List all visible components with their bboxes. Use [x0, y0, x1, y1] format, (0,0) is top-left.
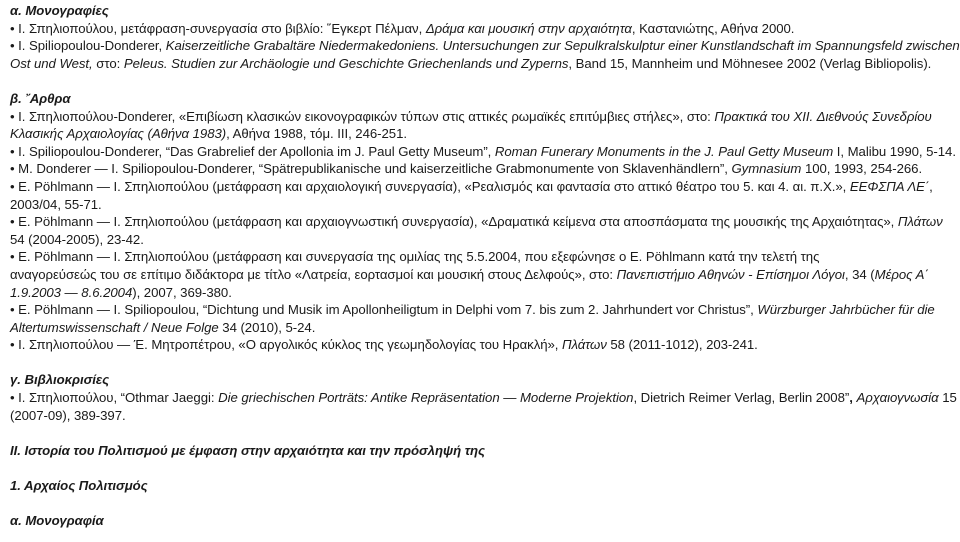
- bib-entry: • E. Pöhlmann — I. Σπηλιοπούλου (μετάφραση και συνεργασία της ομιλίας της 5.5.2004, που εξεφώνησε ο E. Pöhlmann κατά την τελετή της αναγορεύσεώς του σε επίτιμο διδάκτορα με τίτλο «Λατρεία, εορτασμοί και μουσική στους Δελφούς», στο: Πανεπιστήμιο Αθηνών - Επίσημοι Λόγοι, 34 (Μέρος Α΄ 1.9.2003 — 8.6.2004), 2007, 369-380.: [10, 249, 929, 300]
- spacer: [10, 495, 950, 513]
- section-heading-articles: β. ῎Αρθρα: [10, 90, 71, 106]
- bib-entry: • I. Spiliopoulou-Donderer, “Das Grabrelief der Apollonia im J. Paul Getty Museum”, Roman Funerary Monuments in the J. Paul Getty Museum I, Malibu 1990, 5-14.: [10, 143, 956, 159]
- bib-entry: • Ι. Σπηλιοπούλου, μετάφραση-συνεργασία στο βιβλίο: ῞Εγκερτ Πέλμαν, Δράμα και μουσική στην αρχαιότητα, Καστανιώτης, Αθήνα 2000.: [10, 20, 795, 36]
- bib-entry: • I. Σπηλιοπούλου, “Othmar Jaeggi: Die griechischen Porträts: Antike Repräsentation — Moderne Projektion, Dietrich Reimer Verlag, Berlin 2008”, Αρχαιογνωσία 15 (2007-09), 389-397.: [10, 390, 957, 423]
- spacer: [10, 459, 950, 477]
- spacer: [10, 424, 950, 442]
- bib-entry: • E. Pöhlmann — I. Spiliopoulou, “Dichtung und Musik im Apollonheiligtum in Delphi vom 7. bis zum 2. Jahrhundert vor Christus”, Würzburger Jahrbücher für die Altertumswissenschaft / Neue Folge 34 (2010), 5-24.: [10, 302, 935, 335]
- bib-entry: • E. Pöhlmann — I. Σπηλιοπούλου (μετάφραση και αρχαιολογική συνεργασία), «Ρεαλισμός και φαντασία στο αττικό θέατρο του 5. και 4. αι. π.Χ.», ΕΕΦΣΠΑ ΛΕ΄, 2003/04, 55-71.: [10, 178, 933, 212]
- section-heading-cultural-history: II. Ιστορία του Πολιτισμού με έμφαση στην αρχαιότητα και την πρόσληψή της: [10, 442, 486, 458]
- bib-entry: • I. Spiliopoulou-Donderer, Kaiserzeitliche Grabaltäre Niedermakedoniens. Untersuchungen zur Sepulkralskulptur einer Kunstlandschaft im Spannungsfeld zwischen Ost und West, στο: Peleus. Studien zur Archäologie und Geschichte Griechenlands und Zyperns, Band 15, Mannheim und Möhnesee 2002 (Verlag Bibliopolis).: [10, 38, 960, 71]
- spacer: [10, 72, 950, 90]
- section-heading-ancient-culture: 1. Αρχαίος Πολιτισμός: [10, 478, 148, 494]
- bib-entry: • E. Pöhlmann — I. Σπηλιοπούλου (μετάφραση και αρχαιογνωστική συνεργασία), «Δραματικά κείμενα στα αποσπάσματα της μουσικής της Αρχαιότητας», Πλάτων 54 (2004-2005), 23-42.: [10, 214, 943, 247]
- bib-entry: • M. Donderer — I. Spiliopoulou-Donderer, “Spätrepublikanische und kaiserzeitliche Grabmonumente von Sklavenhändlern”, Gymnasium 100, 1993, 254-266.: [10, 161, 923, 177]
- bib-entry: • Ι. Σπηλιοπούλου-Donderer, «Επιβίωση κλασικών εικονογραφικών τύπων στις αττικές ρωμαϊκές επιτύμβιες στήλες», στο: Πρακτικά του XII. Διεθνούς Συνεδρίου Κλασικής Αρχαιολογίας (Αθήνα 1983), Αθήνα 1988, τόμ. III, 246-251.: [10, 108, 932, 142]
- section-heading-monographs: α. Μονογραφίες: [10, 3, 109, 18]
- section-heading-reviews: γ. Βιβλιοκρισίες: [10, 372, 110, 388]
- spacer: [10, 354, 950, 372]
- section-heading-monograph: α. Μονογραφία: [10, 513, 104, 529]
- bib-entry: • I. Σπηλιοπούλου — Έ. Μητροπέτρου, «Ο αργολικός κύκλος της γεωμηδολογίας του Ηρακλή», Πλάτων 58 (2011-1012), 203-241.: [10, 337, 758, 353]
